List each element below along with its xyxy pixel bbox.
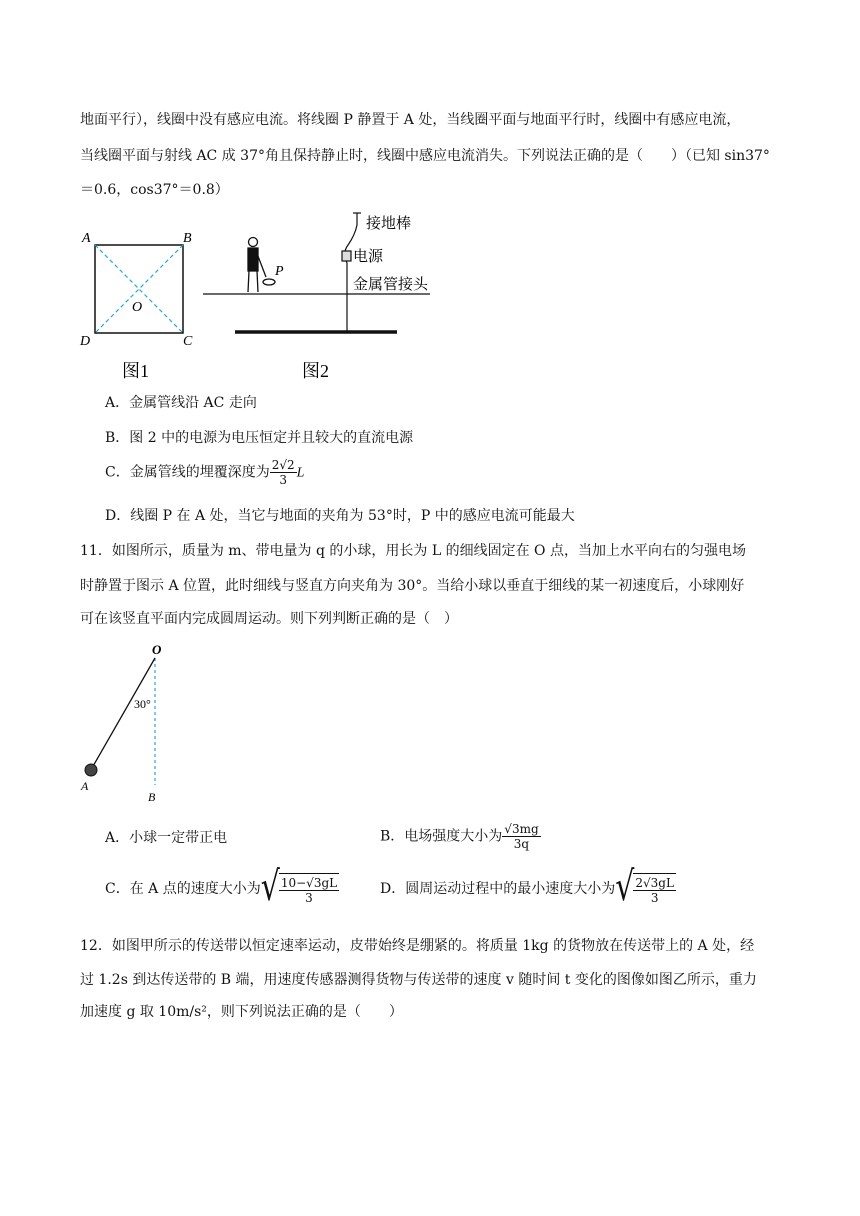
- person-icon: [248, 238, 275, 293]
- q11-label-a: A: [81, 779, 89, 793]
- q11-option-c-sqrt: √ $\frac{10-√3gL}{3}$: [260, 863, 338, 911]
- q12-text-line-2: 过 1.2s 到达传送带的 B 端，用速度传感器测得货物与传送带的速度 v 随时间 t 变化的图像如图乙所示，重力: [80, 972, 757, 988]
- q11-angle-label: 30°: [134, 697, 151, 711]
- fig2-label-p: P: [275, 264, 284, 279]
- fig2-pipe-joint-label: 金属管接头: [353, 277, 429, 293]
- q11-text-line-3: 可在该竖直平面内完成圆周运动。则下列判断正确的是（ ）: [80, 611, 458, 627]
- q10-option-c: C．金属管线的埋覆深度为 $\frac{2√2}{3}$ L: [105, 458, 305, 487]
- q11-option-c: C．在 A 点的速度大小为 √ $\frac{10-√3gL}{3}$: [105, 863, 338, 911]
- q10-text-line-2: 当线圈平面与射线 AC 成 37°角且保持静止时，线圈中感应电流消失。下列说法正确的是（ ）（已知 sin37°: [80, 148, 770, 164]
- ground-rod-icon: [342, 213, 361, 333]
- ball-icon: [85, 764, 97, 776]
- q11-label-o: O: [152, 642, 162, 657]
- q12-text-line-1: 12．如图甲所示的传送带以恒定速率运动，皮带始终是绷紧的。将质量 1kg 的货物放在传送带上的 A 处，经: [80, 938, 755, 954]
- q10-option-c-fraction: $\frac{2√2}{3}$: [271, 458, 295, 487]
- fig2-caption: 图2: [302, 361, 329, 381]
- fig1-label-b: B: [183, 231, 192, 246]
- fig1-label-a: A: [82, 231, 91, 246]
- q11-option-a: A．小球一定带正电: [105, 830, 228, 846]
- fig1-label-o: O: [132, 300, 143, 315]
- q10-option-a: A．金属管线沿 AC 走向: [105, 395, 257, 411]
- q11-text-line-1: 11．如图所示，质量为 m、带电量为 q 的小球，用长为 L 的细线固定在 O 点，当加上水平向右的匀强电场: [80, 543, 746, 559]
- q10-text-line-1: 地面平行），线圈中没有感应电流。将线圈 P 静置于 A 处，当线圈平面与地面平行时，线圈中有感应电流，: [80, 112, 741, 128]
- fig1-label-c: C: [183, 334, 193, 349]
- q11-label-b: B: [148, 790, 156, 804]
- q10-option-b: B．图 2 中的电源为电压恒定并且较大的直流电源: [105, 430, 414, 446]
- fig1-label-d: D: [80, 334, 91, 349]
- q11-option-b: B．电场强度大小为 $\frac{√3mg}{3q}$: [380, 822, 539, 851]
- q10-text-line-3: ＝0.6，cos37°＝0.8）: [80, 182, 229, 198]
- fig1-caption: 图1: [122, 361, 149, 381]
- q10-option-c-text: C．金属管线的埋覆深度为: [105, 464, 270, 481]
- q11-text-line-2: 时静置于图示 A 位置，此时细线与竖直方向夹角为 30°。当给小球以垂直于细线的某一初速度后，小球刚好: [80, 578, 745, 594]
- q11-option-d-sqrt: √ $\frac{2√3gL}{3}$: [615, 863, 674, 911]
- q10-figures: [70, 205, 450, 390]
- fig2-power-label: 电源: [353, 249, 384, 265]
- q12-text-line-3: 加速度 g 取 10m/s²，则下列说法正确的是（ ）: [80, 1004, 403, 1020]
- q11-option-d: D．圆周运动过程中的最小速度大小为 √ $\frac{2√3gL}{3}$: [380, 863, 674, 911]
- q11-figure: [75, 640, 185, 810]
- q10-option-d: D．线圈 P 在 A 处，当它与地面的夹角为 53°时，P 中的感应电流可能最大: [105, 508, 575, 524]
- fig2-ground-rod-label: 接地棒: [366, 216, 412, 232]
- q11-option-b-fraction: $\frac{√3mg}{3q}$: [504, 822, 539, 851]
- string-line: [92, 658, 155, 768]
